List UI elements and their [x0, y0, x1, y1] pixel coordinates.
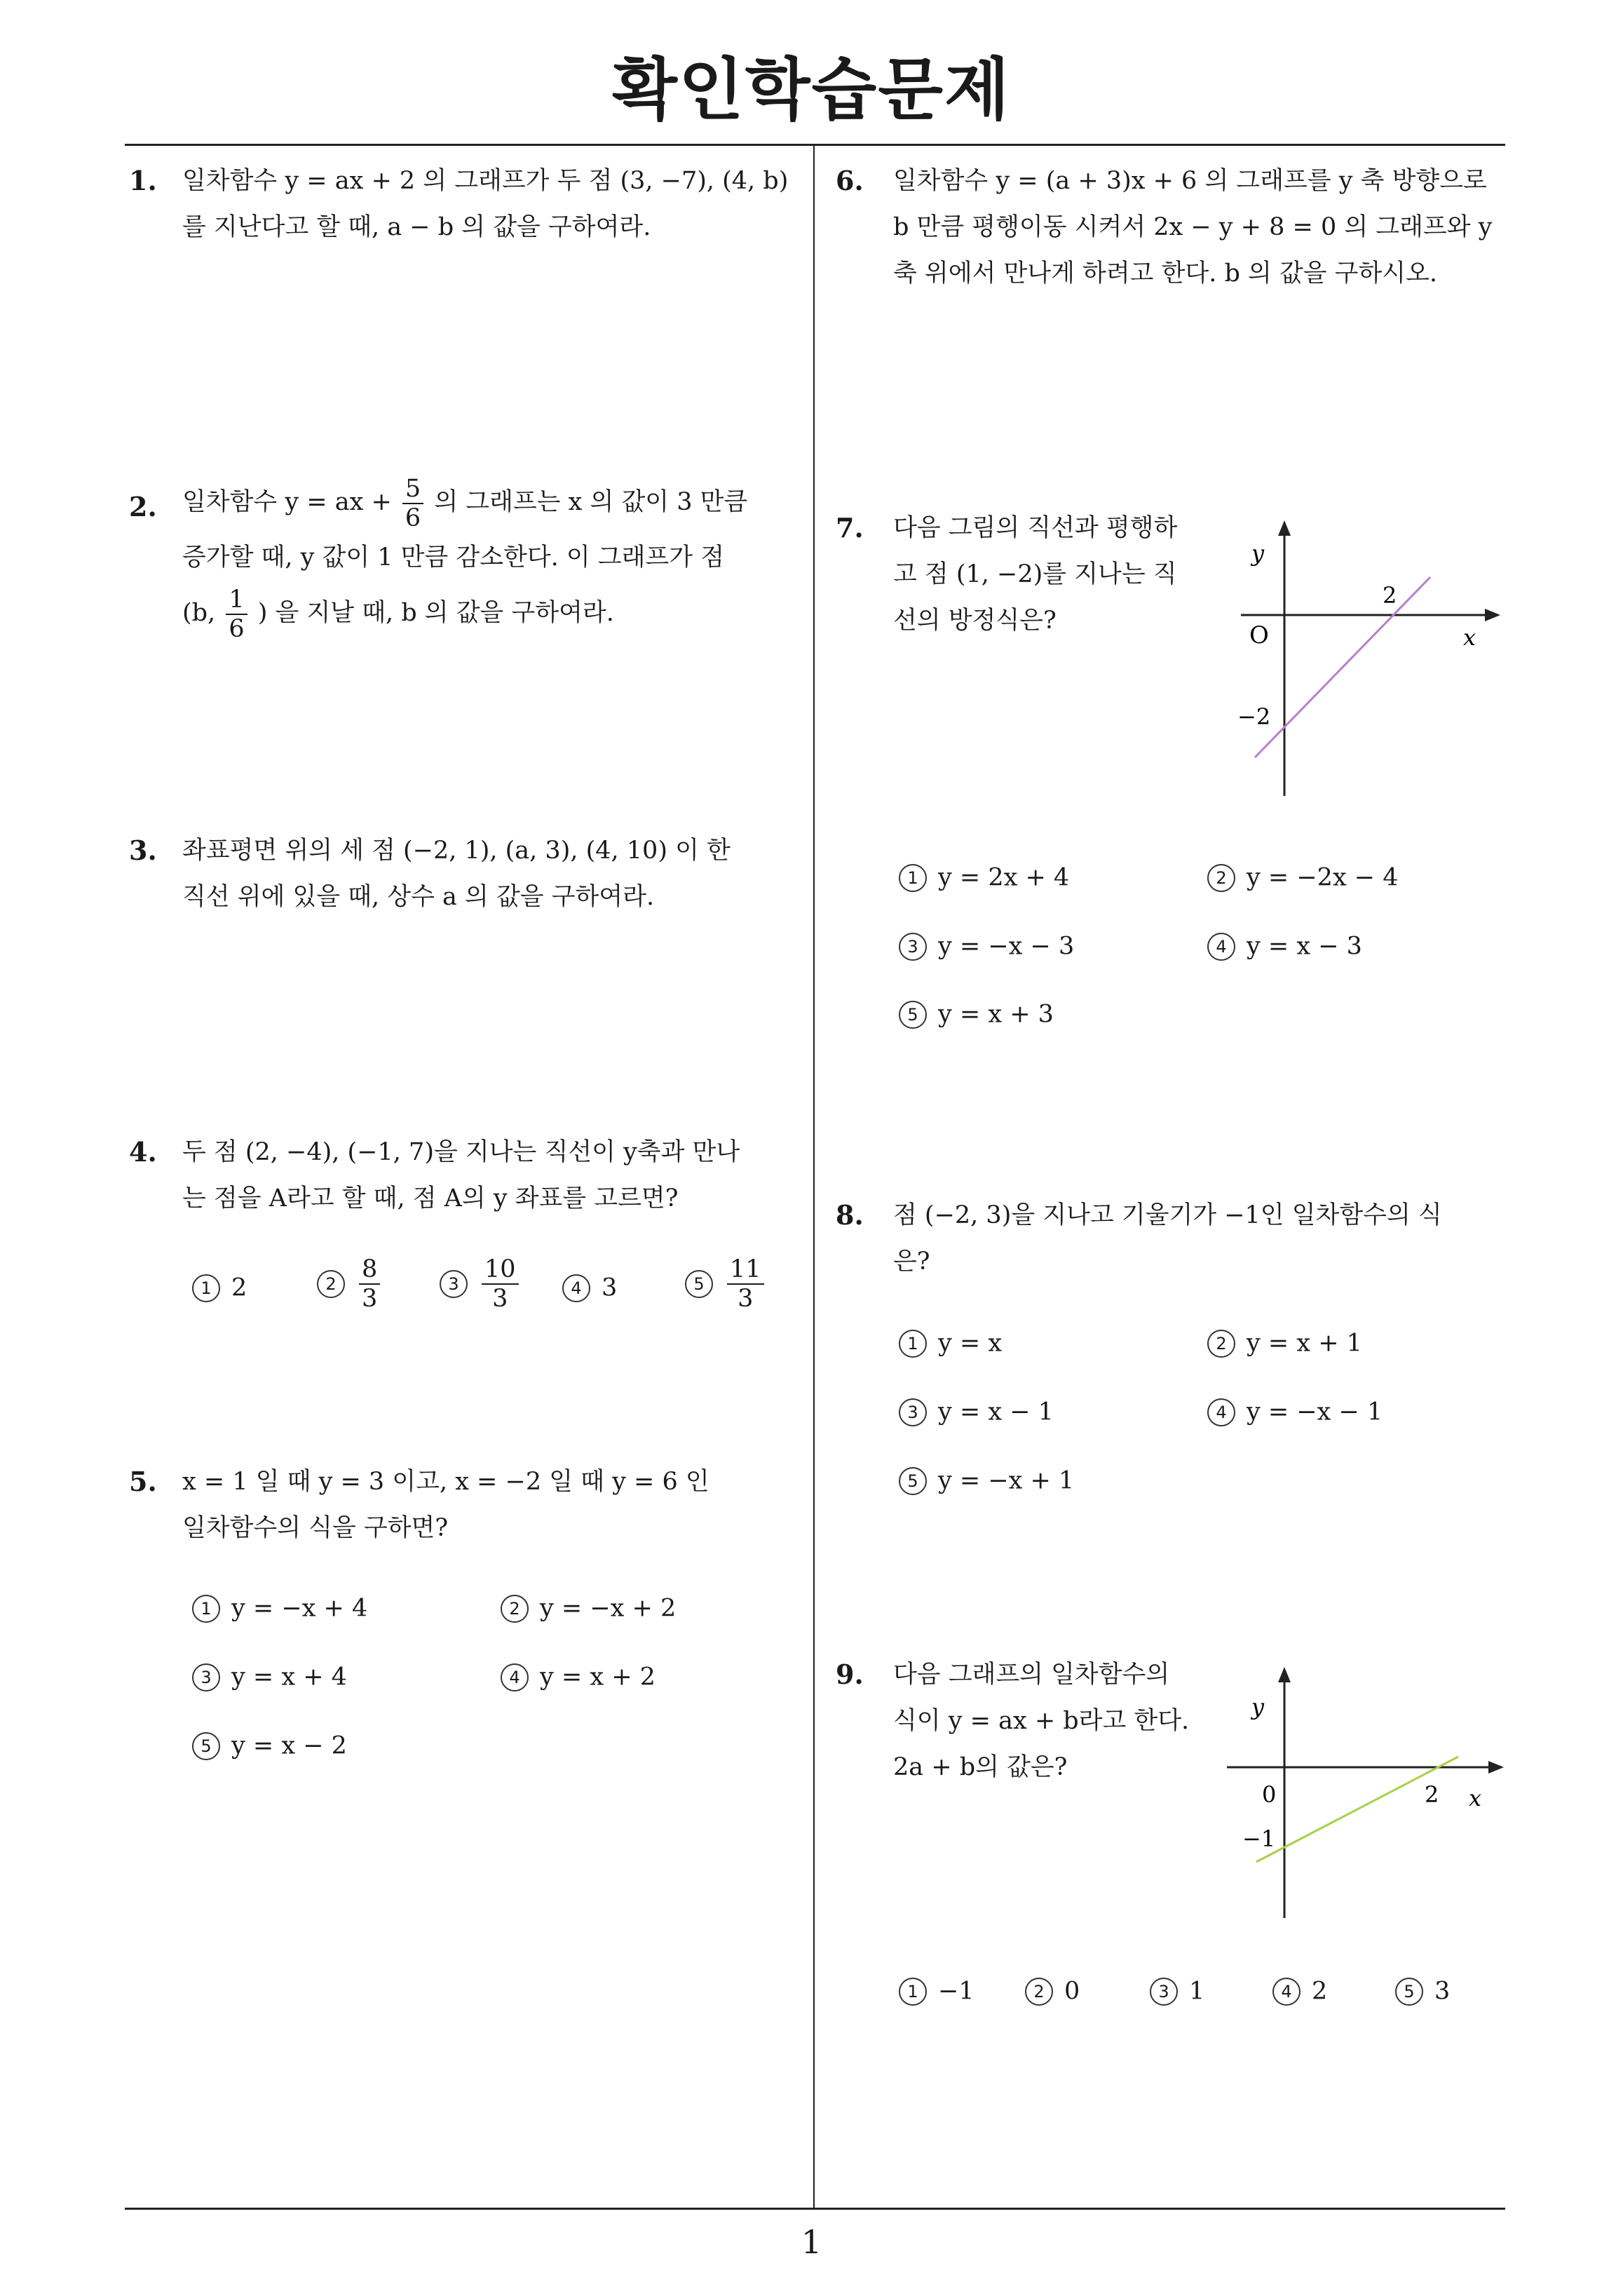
option-value: 2 — [231, 1274, 247, 1302]
option-mark: 3 — [899, 1398, 927, 1426]
question-9-graph — [1220, 1659, 1514, 1925]
option-5[interactable] — [899, 1466, 1074, 1495]
fraction-numerator: 1 — [226, 586, 247, 615]
fraction-denominator: 3 — [492, 1285, 508, 1313]
option-2[interactable] — [1025, 1976, 1080, 2006]
question-text: 의 그래프는 x 의 값이 3 만큼 — [434, 488, 748, 516]
option-value: y = −x + 4 — [231, 1594, 368, 1623]
option-mark: 1 — [899, 864, 927, 892]
question-text: 일차함수 y = ax + — [182, 488, 392, 516]
option-mark: 4 — [501, 1663, 529, 1691]
question-text: 은? — [893, 1248, 930, 1276]
option-3[interactable] — [440, 1255, 522, 1313]
option-4[interactable] — [1207, 931, 1362, 961]
question-text: x = 1 일 때 y = 3 이고, x = −2 일 때 y = 6 인 — [182, 1468, 709, 1496]
option-value: y = −x + 1 — [938, 1466, 1075, 1495]
option-mark: 5 — [899, 1467, 927, 1495]
option-value: y = x + 3 — [938, 1000, 1054, 1029]
option-value: y = x + 4 — [231, 1663, 347, 1691]
y-axis-arrow — [1278, 1667, 1291, 1682]
fraction — [402, 475, 423, 532]
fraction-numerator: 11 — [727, 1255, 764, 1285]
option-value: y = −x + 2 — [540, 1594, 677, 1623]
fraction-numerator: 10 — [482, 1255, 519, 1285]
fraction — [482, 1255, 519, 1313]
question-number: 9. — [836, 1659, 864, 1690]
question-text: 증가할 때, y 값이 1 만큼 감소한다. 이 그래프가 점 — [182, 543, 725, 572]
option-2[interactable] — [1207, 1328, 1362, 1358]
option-value: 2 — [1312, 1977, 1328, 2006]
option-mark: 5 — [899, 1001, 927, 1029]
column-divider — [813, 145, 815, 2209]
graph-line — [1255, 577, 1430, 757]
option-1[interactable] — [899, 1328, 1002, 1358]
option-value: y = x + 2 — [540, 1663, 656, 1691]
option-3[interactable] — [1150, 1976, 1204, 2006]
option-value: y = −2x − 4 — [1247, 863, 1399, 892]
y-axis-arrow — [1278, 520, 1291, 536]
option-mark: 2 — [501, 1595, 529, 1623]
question-text: 두 점 (2, −4), (−1, 7)을 지나는 직선이 y축과 만나 — [182, 1138, 740, 1166]
option-value: y = x — [938, 1329, 1003, 1358]
option-1[interactable] — [899, 863, 1069, 892]
bottom-rule — [125, 2208, 1505, 2210]
option-3[interactable] — [899, 1397, 1054, 1426]
option-value: 3 — [1434, 1977, 1451, 2006]
option-mark: 4 — [1207, 1398, 1235, 1426]
question-number: 3. — [129, 835, 157, 866]
question-text: 축 위에서 만나게 하려고 한다. b 의 값을 구하시오. — [893, 259, 1438, 288]
question-text: 고 점 (1, −2)를 지나는 직 — [893, 560, 1177, 588]
question-text: 일차함수 y = (a + 3)x + 6 의 그래프를 y 축 방향으로 — [893, 167, 1487, 195]
option-value: 3 — [602, 1274, 618, 1302]
option-mark: 1 — [192, 1274, 220, 1302]
option-mark: 4 — [1207, 933, 1235, 961]
option-value: y = x + 1 — [1247, 1329, 1362, 1358]
option-value: 0 — [1064, 1977, 1080, 2006]
option-mark: 5 — [685, 1270, 713, 1298]
option-1[interactable] — [899, 1976, 975, 2006]
origin-label: O — [1249, 621, 1269, 649]
question-text: 다음 그래프의 일차함수의 — [893, 1661, 1170, 1689]
option-3[interactable] — [192, 1662, 347, 1691]
option-value: 1 — [1189, 1977, 1205, 2006]
option-mark: 4 — [1272, 1978, 1301, 2006]
fraction-denominator: 3 — [362, 1285, 378, 1313]
fraction-denominator: 6 — [405, 504, 421, 532]
x-axis-arrow — [1485, 609, 1500, 621]
page-title: 확인학습문제 — [612, 50, 1011, 129]
x-axis-arrow — [1488, 1761, 1504, 1774]
option-mark: 3 — [440, 1270, 468, 1298]
question-text: 를 지난다고 할 때, a − b 의 값을 구하여라. — [182, 213, 651, 241]
question-number: 2. — [129, 491, 157, 522]
y-intercept-label: −2 — [1237, 703, 1271, 730]
option-4[interactable] — [562, 1273, 617, 1302]
question-number: 4. — [129, 1136, 157, 1168]
option-mark: 3 — [1150, 1978, 1178, 2006]
question-text: 일차함수 y = ax + 2 의 그래프가 두 점 (3, −7), (4, b) — [182, 167, 789, 195]
question-text: 좌표평면 위의 세 점 (−2, 1), (a, 3), (4, 10) 이 한 — [182, 837, 731, 865]
option-value: y = 2x + 4 — [938, 863, 1070, 892]
question-text: 직선 위에 있을 때, 상수 a 의 값을 구하여라. — [182, 883, 655, 911]
option-mark: 3 — [899, 933, 927, 961]
option-2[interactable] — [501, 1593, 676, 1623]
fraction-numerator: 8 — [359, 1255, 380, 1285]
question-text: 일차함수의 식을 구하면? — [182, 1514, 449, 1542]
fraction — [727, 1255, 764, 1313]
page-number: 1 — [801, 2223, 822, 2261]
x-intercept-label: 2 — [1383, 582, 1397, 609]
option-4[interactable] — [1207, 1397, 1383, 1426]
option-value: y = −x − 3 — [938, 932, 1075, 961]
option-5[interactable] — [192, 1731, 347, 1760]
option-5[interactable] — [899, 999, 1054, 1029]
option-mark: 2 — [1207, 1330, 1235, 1358]
option-value: −1 — [938, 1977, 975, 2006]
question-number: 7. — [836, 512, 864, 543]
option-mark: 5 — [1395, 1978, 1423, 2006]
option-value: y = x − 1 — [938, 1398, 1054, 1426]
fraction-numerator: 5 — [402, 475, 423, 504]
question-text: 식이 y = ax + b라고 한다. — [893, 1707, 1190, 1735]
x-intercept-label: 2 — [1425, 1781, 1439, 1808]
option-5[interactable] — [685, 1255, 767, 1313]
x-axis-label: x — [1463, 624, 1476, 651]
option-3[interactable] — [899, 931, 1074, 961]
option-2[interactable] — [1207, 863, 1399, 892]
option-value: y = −x − 1 — [1247, 1398, 1383, 1426]
option-1[interactable] — [192, 1273, 247, 1302]
y-intercept-label: −1 — [1242, 1825, 1276, 1852]
question-number: 6. — [836, 165, 864, 196]
question-text: 다음 그림의 직선과 평행하 — [893, 514, 1178, 542]
option-5[interactable] — [1395, 1976, 1450, 2006]
option-4[interactable] — [1272, 1976, 1327, 2006]
option-mark: 1 — [192, 1595, 220, 1623]
graph-line — [1256, 1757, 1458, 1862]
option-value: y = x − 2 — [231, 1731, 347, 1760]
question-text: 점 (−2, 3)을 지나고 기울기가 −1인 일차함수의 식 — [893, 1201, 1442, 1229]
question-7-graph — [1220, 512, 1514, 806]
question-text: (b, — [182, 599, 216, 627]
top-rule — [125, 144, 1505, 146]
y-axis-label: y — [1251, 1694, 1265, 1720]
question-number: 1. — [129, 165, 157, 196]
fraction-denominator: 3 — [738, 1285, 754, 1313]
fraction-denominator: 6 — [229, 614, 245, 643]
option-mark: 2 — [1025, 1978, 1053, 2006]
y-axis-label: y — [1251, 540, 1265, 567]
origin-label: 0 — [1262, 1781, 1277, 1808]
option-mark: 1 — [899, 1978, 927, 2006]
question-text: 2a + b의 값은? — [893, 1753, 1068, 1781]
option-1[interactable] — [192, 1593, 367, 1623]
option-value: y = x − 3 — [1247, 932, 1362, 961]
question-text: 선의 방정식은? — [893, 607, 1057, 635]
x-axis-label: x — [1469, 1785, 1482, 1811]
question-text: b 만큼 평행이동 시켜서 2x − y + 8 = 0 의 그래프와 y — [893, 213, 1493, 241]
question-text: ) 을 지날 때, b 의 값을 구하여라. — [257, 599, 614, 627]
option-mark: 2 — [317, 1270, 345, 1298]
option-mark: 1 — [899, 1330, 927, 1358]
question-number: 5. — [129, 1466, 157, 1497]
option-mark: 2 — [1207, 864, 1235, 892]
option-mark: 5 — [192, 1732, 220, 1760]
option-mark: 4 — [562, 1274, 590, 1302]
option-mark: 3 — [192, 1663, 220, 1691]
option-2[interactable] — [317, 1255, 383, 1313]
question-text: 는 점을 A라고 할 때, 점 A의 y 좌표를 고르면? — [182, 1184, 679, 1213]
question-number: 8. — [836, 1199, 864, 1231]
fraction — [226, 586, 247, 643]
fraction — [359, 1255, 380, 1313]
option-4[interactable] — [501, 1662, 656, 1691]
